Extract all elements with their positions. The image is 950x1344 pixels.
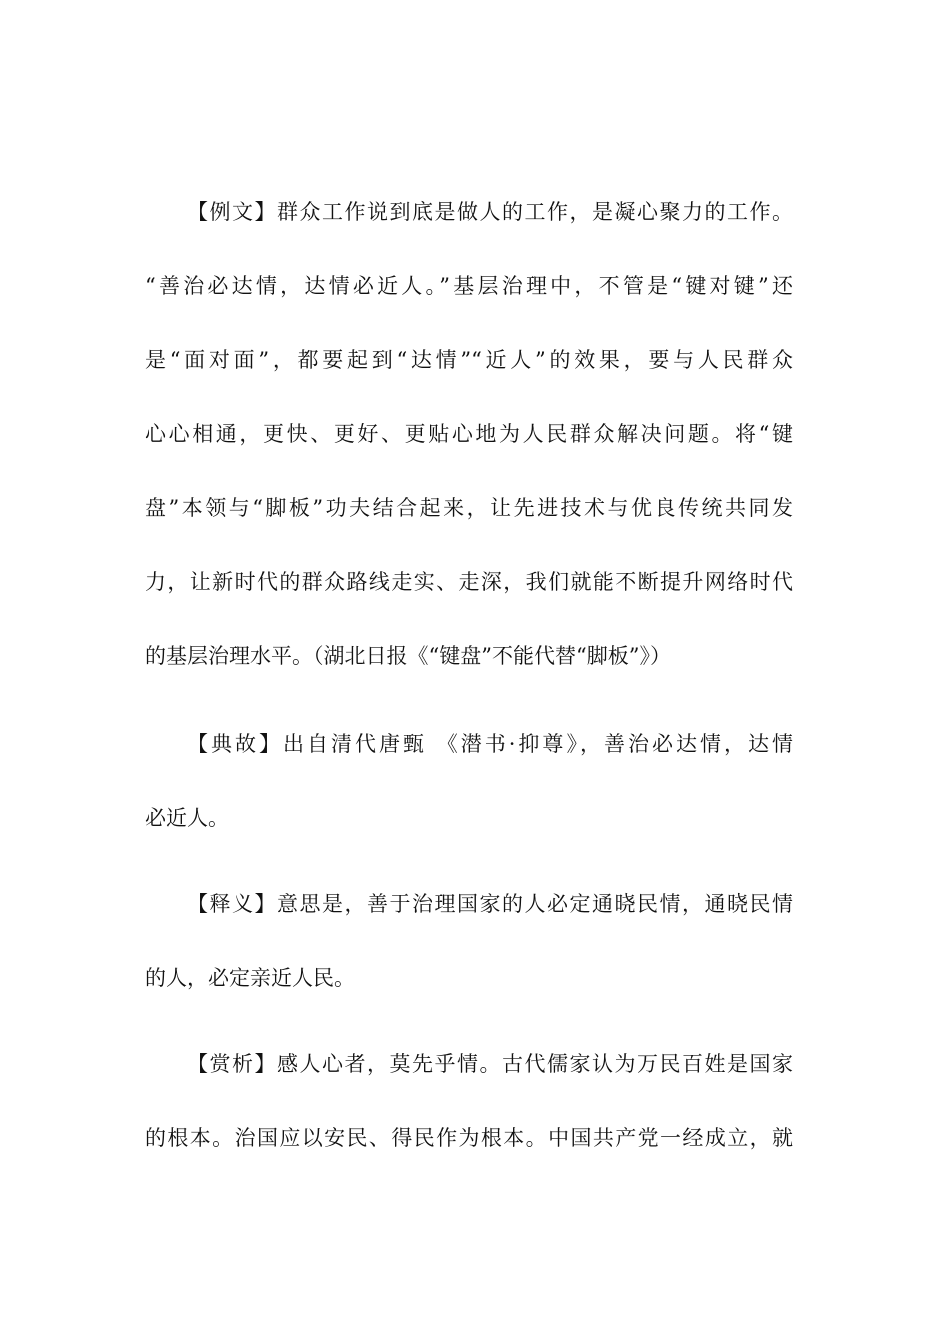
paragraph-allusion-line-2: 必近人。 bbox=[145, 806, 229, 830]
paragraph-meaning-line-2: 的人，必定亲近人民。 bbox=[145, 966, 355, 990]
paragraph-example-line-3: 是“面对面”，都要起到“达情”“近人”的效果，要与人民群众 bbox=[145, 348, 793, 372]
paragraph-appreciation-line-1: 【赏析】感人心者，莫先乎情。古代儒家认为万民百姓是国家 bbox=[187, 1052, 793, 1076]
paragraph-meaning-line-1: 【释义】意思是，善于治理国家的人必定通晓民情，通晓民情 bbox=[187, 892, 793, 916]
paragraph-example-line-1: 【例文】群众工作说到底是做人的工作，是凝心聚力的工作。 bbox=[187, 200, 793, 224]
paragraph-example-line-2: “善治必达情，达情必近人。”基层治理中，不管是“键对键”还 bbox=[145, 274, 793, 298]
paragraph-example-line-6: 力，让新时代的群众路线走实、走深，我们就能不断提升网络时代 bbox=[145, 570, 793, 594]
paragraph-example-line-5: 盘”本领与“脚板”功夫结合起来，让先进技术与优良传统共同发 bbox=[145, 496, 793, 520]
paragraph-allusion-line-1: 【典故】出自清代唐甄 《潜书·抑尊》，善治必达情，达情 bbox=[187, 732, 793, 756]
paragraph-example-line-7: 的基层治理水平。（湖北日报《“键盘”不能代替“脚板”》） bbox=[145, 644, 671, 668]
paragraph-example-line-4: 心心相通，更快、更好、更贴心地为人民群众解决问题。将“键 bbox=[145, 422, 793, 446]
paragraph-appreciation-line-2: 的根本。治国应以安民、得民作为根本。中国共产党一经成立，就 bbox=[145, 1126, 793, 1150]
